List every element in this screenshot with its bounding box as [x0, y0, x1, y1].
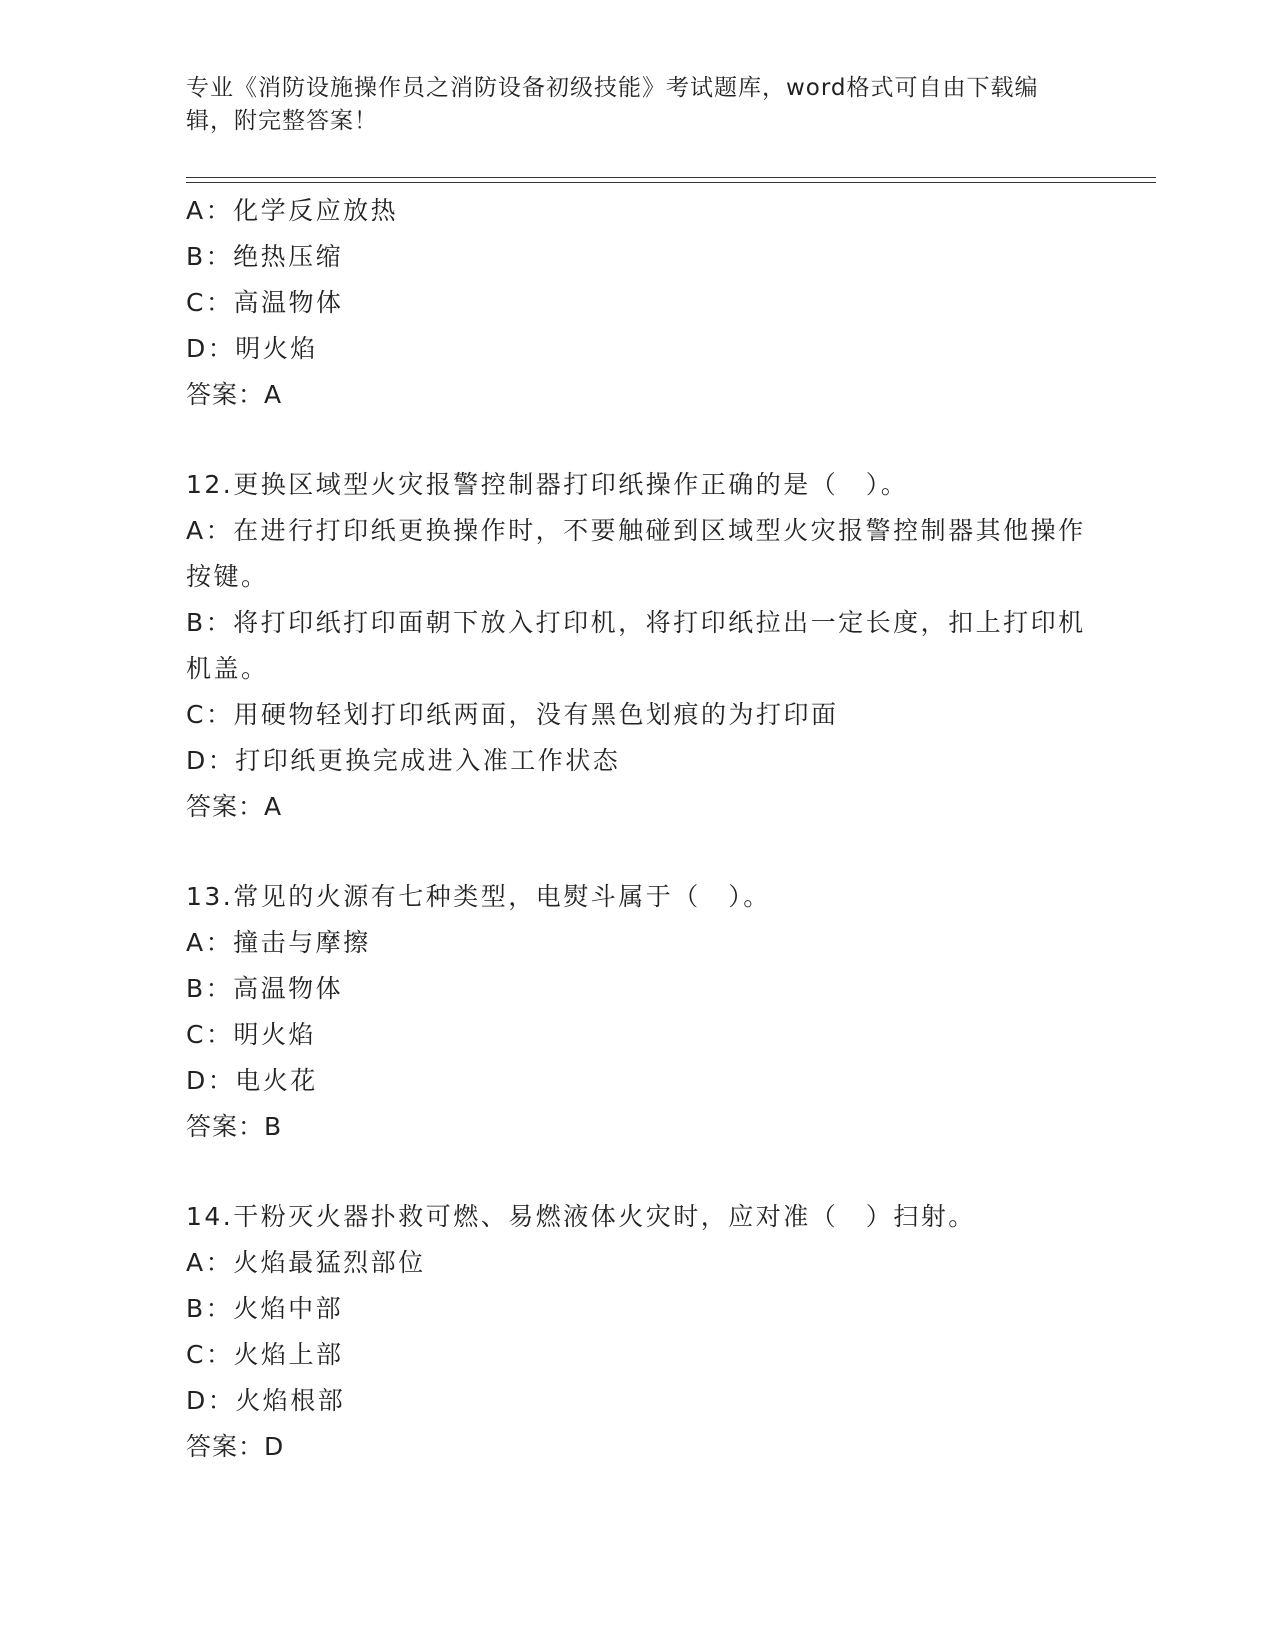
question-block-12 — [186, 462, 1086, 830]
option-a: A：火焰最猛烈部位 — [186, 1248, 426, 1277]
option-c: C：明火焰 — [186, 1020, 316, 1049]
answer: 答案：D — [186, 1432, 285, 1461]
spacer — [186, 418, 1086, 462]
option-c: C：用硬物轻划打印纸两面，没有黑色划痕的为打印面 — [186, 700, 839, 729]
question-stem: 13.常见的火源有七种类型，电熨斗属于（ ）。 — [186, 882, 771, 911]
answer: 答案：A — [186, 380, 283, 409]
option-b: B：将打印纸打印面朝下放入打印机，将打印纸拉出一定长度，扣上打印机机盖。 — [186, 608, 1086, 683]
spacer — [186, 1150, 1086, 1194]
question-stem: 12.更换区域型火灾报警控制器打印纸操作正确的是（ ）。 — [186, 470, 909, 499]
header-rule-top — [186, 177, 1156, 178]
question-block-13 — [186, 874, 1086, 1150]
option-b: B：高温物体 — [186, 974, 344, 1003]
option-d: D：电火花 — [186, 1066, 318, 1095]
option-b: B：绝热压缩 — [186, 242, 344, 271]
option-c: C：火焰上部 — [186, 1340, 344, 1369]
answer: 答案：A — [186, 792, 283, 821]
option-a: A：撞击与摩擦 — [186, 928, 371, 957]
spacer — [186, 830, 1086, 874]
answer: 答案：B — [186, 1112, 283, 1141]
header-rule-bottom — [186, 182, 1156, 183]
option-d: D：火焰根部 — [186, 1386, 346, 1415]
question-block-11 — [186, 188, 1086, 418]
option-a: A：化学反应放热 — [186, 196, 399, 225]
question-stem: 14.干粉灭火器扑救可燃、易燃液体火灾时，应对准（ ）扫射。 — [186, 1202, 976, 1231]
option-d: D：打印纸更换完成进入准工作状态 — [186, 746, 621, 775]
option-c: C：高温物体 — [186, 288, 344, 317]
option-d: D：明火焰 — [186, 334, 318, 363]
document-header: 专业《消防设施操作员之消防设备初级技能》考试题库，word格式可自由下载编辑，附完整答案！ — [186, 75, 1039, 134]
option-a: A：在进行打印纸更换操作时，不要触碰到区域型火灾报警控制器其他操作按键。 — [186, 516, 1086, 591]
question-block-14 — [186, 1194, 1086, 1470]
option-b: B：火焰中部 — [186, 1294, 344, 1323]
question-list — [186, 188, 1086, 1470]
